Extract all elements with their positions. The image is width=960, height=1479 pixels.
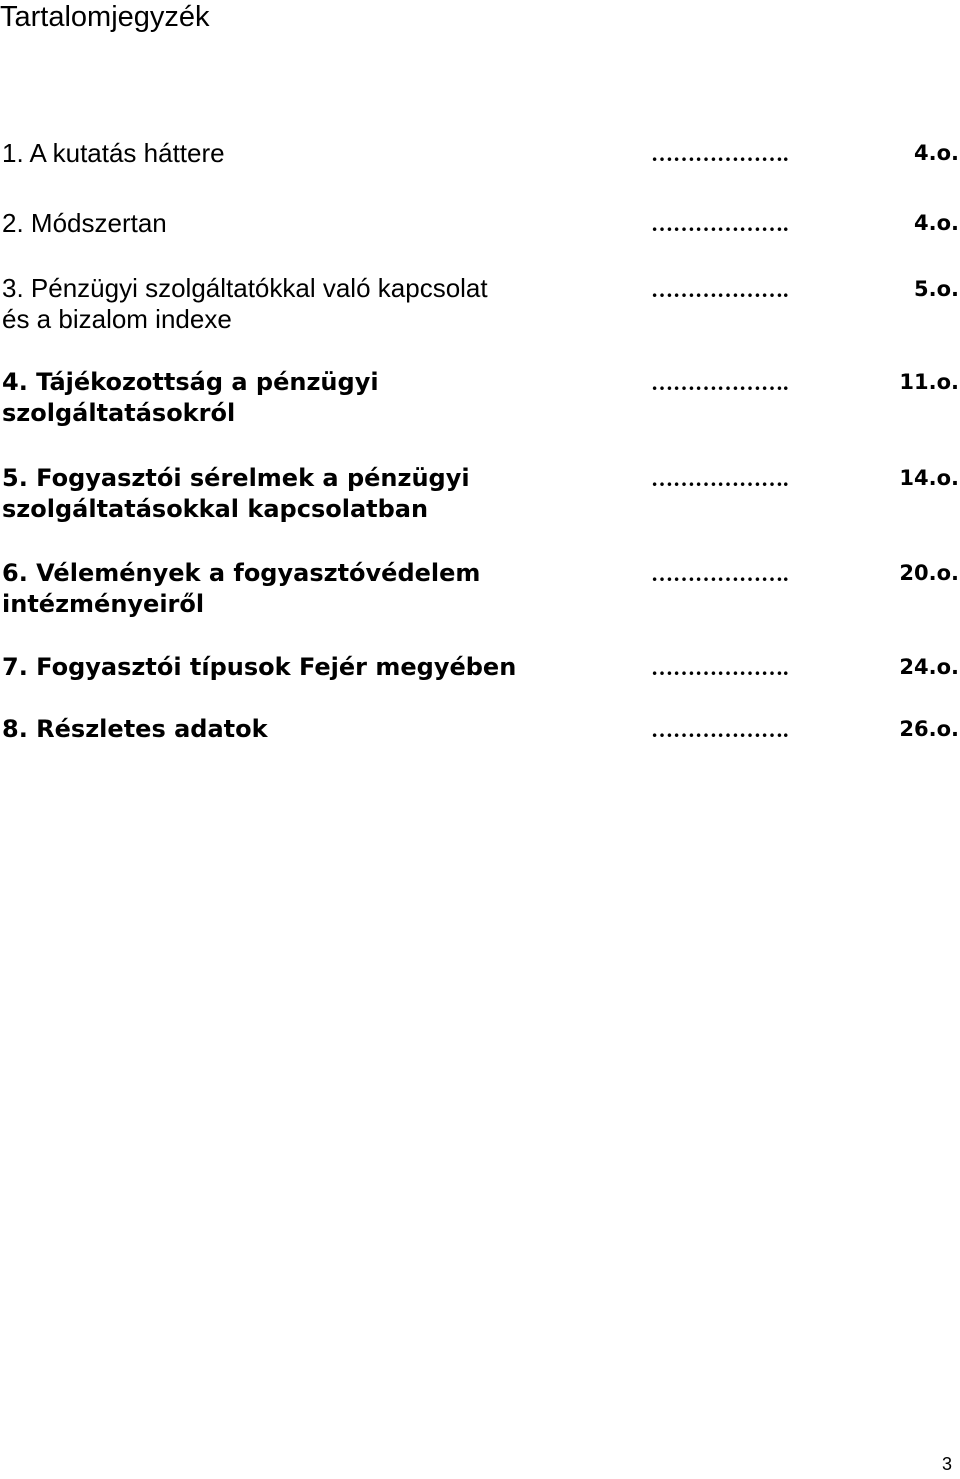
toc-entry-page: 4.o. (914, 141, 959, 165)
toc-entry-leader-dots: ………………. (651, 277, 789, 302)
toc-entry-page: 26.o. (899, 717, 959, 741)
toc-entry-leader-dots: ………………. (651, 717, 789, 742)
toc-entry-page: 20.o. (899, 561, 959, 585)
toc-entry-leader-dots: ………………. (651, 561, 789, 586)
toc-entry-title-line-2: intézményeiről (2, 590, 205, 618)
toc-entry-title-line-1: 4. Tájékozottság a pénzügyi (2, 368, 379, 396)
toc-entry-page: 4.o. (914, 211, 959, 235)
toc-entry-title-line-2: szolgáltatásokról (2, 399, 236, 427)
toc-entry-page: 24.o. (899, 655, 959, 679)
toc-entry-leader-dots: ………………. (651, 370, 789, 395)
toc-entry-page: 11.o. (899, 370, 959, 394)
toc-entry-title-line-2: és a bizalom indexe (2, 304, 232, 334)
page-number: 3 (941, 1454, 952, 1474)
toc-entry-leader-dots: ………………. (651, 466, 789, 491)
toc-entry-leader-dots: ………………. (651, 655, 789, 680)
toc-entry-leader-dots: ………………. (651, 141, 789, 166)
toc-entry-title: 8. Részletes adatok (2, 715, 268, 743)
toc-entry-page: 5.o. (914, 277, 959, 301)
toc-entry-title: 1. A kutatás háttere (2, 138, 225, 168)
page-title: Tartalomjegyzék (0, 1, 210, 33)
toc-entry-page: 14.o. (899, 466, 959, 490)
toc-entry-title-line-1: 3. Pénzügyi szolgáltatókkal való kapcsolat (2, 273, 488, 303)
toc-entry-title-line-1: 6. Vélemények a fogyasztóvédelem (2, 559, 481, 587)
toc-entry-title: 2. Módszertan (2, 208, 167, 238)
toc-entry-leader-dots: ………………. (651, 211, 789, 236)
toc-entry-title-line-2: szolgáltatásokkal kapcsolatban (2, 495, 429, 523)
toc-entry-title: 7. Fogyasztói típusok Fejér megyében (2, 653, 517, 681)
toc-entry-title-line-1: 5. Fogyasztói sérelmek a pénzügyi (2, 464, 470, 492)
